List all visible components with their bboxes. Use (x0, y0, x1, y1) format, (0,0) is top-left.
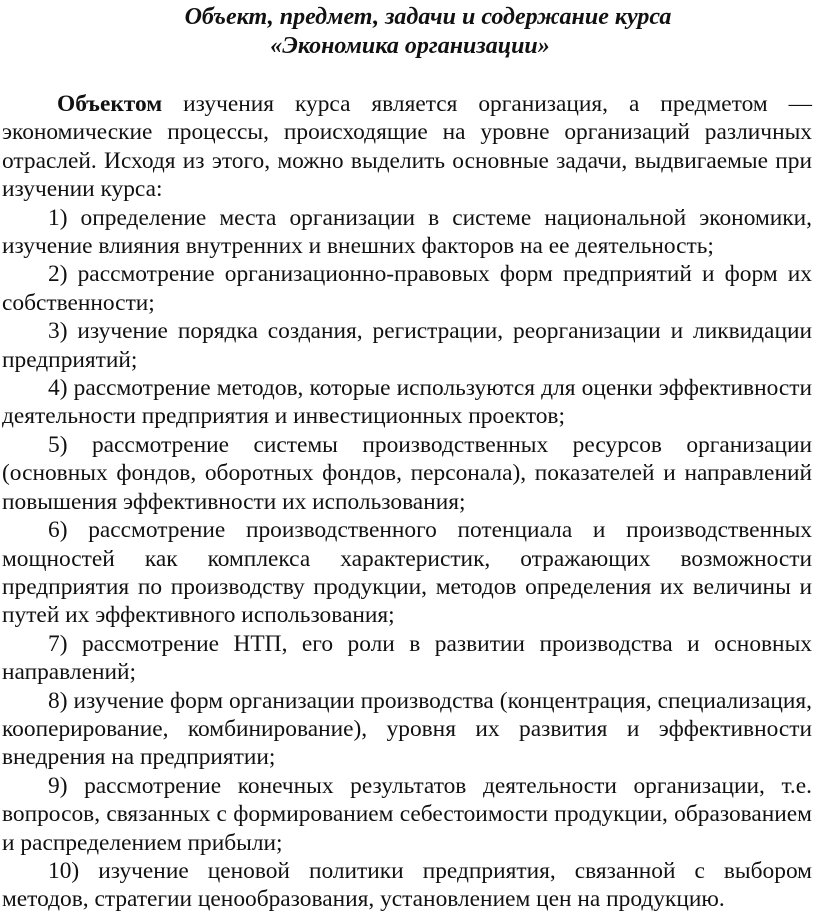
task-item-2: 2) рассмотрение организационно-правовых форм предприятий и форм их собственности; (2, 261, 812, 316)
task-item-6: 6) рассмотрение производственного потенциала и производственных мощностей как комплекса характеристик, отражающих возможности предприятия по производству продукции, методов определения их величины и путей их эффективного использования; (2, 517, 812, 629)
task-item-1: 1) определение места организации в системе национальной экономики, изучение влияния внутренних и внешних факторов на ее деятельность; (2, 204, 812, 260)
intro-text: изучения курса является организация, а предметом — экономические процессы, происходящие на уровне организаций различных отраслей. Исходя из этого, можно выделить основные задачи, выдвигаемые при изучении курса: (2, 91, 812, 203)
title-line-1: Объект, предмет, задачи и содержание курса (184, 4, 672, 30)
task-item-8: 8) изучение форм организации производства (концентрация, специализация, кооперирование, комбинирование), уровня их развития и эффективности внедрения на предприятии; (2, 687, 812, 771)
document-body (0, 90, 816, 914)
task-item-7: 7) рассмотрение НТП, его роли в развитии производства и основных направлений; (2, 630, 812, 686)
document-title (0, 0, 816, 61)
intro-paragraph (2, 90, 812, 204)
intro-term: Объектом (57, 91, 163, 117)
task-item-4: 4) рассмотрение методов, которые используются для оценки эффективности деятельности предприятия и инвестиционных проектов; (2, 375, 812, 430)
task-item-3: 3) изучение порядка создания, регистрации, реорганизации и ликвидации предприятий; (2, 318, 812, 373)
title-line-2: «Экономика организации» (270, 33, 550, 59)
task-item-5: 5) рассмотрение системы производственных ресурсов организации (основных фондов, оборотных фондов, персонала), показателей и направлений повышения эффективности их использования; (2, 431, 812, 515)
task-item-10: 10) изучение ценовой политики предприятия, связанной с выбором методов, стратегии ценообразования, установлением цен на продукцию. (2, 857, 812, 913)
task-item-9: 9) рассмотрение конечных результатов деятельности организации, т.е. вопросов, связанных с формированием себестоимости продукции, образованием и распределением прибыли; (2, 772, 812, 856)
